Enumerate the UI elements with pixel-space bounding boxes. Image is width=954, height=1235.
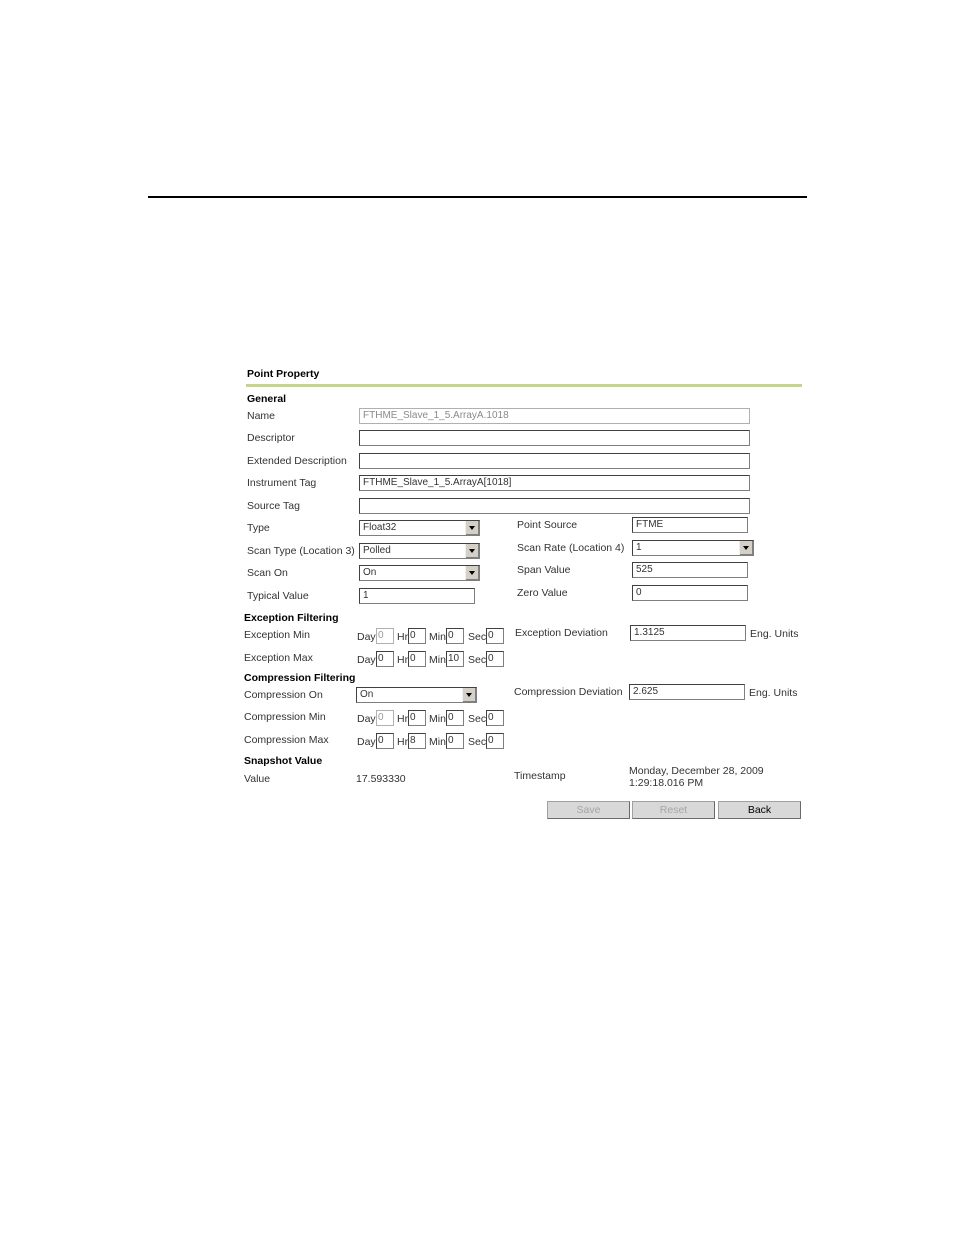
- scan-type-label: Scan Type (Location 3): [247, 545, 355, 557]
- exception-max-label: Exception Max: [244, 652, 313, 664]
- type-label: Type: [247, 522, 270, 534]
- back-button[interactable]: Back: [718, 801, 801, 819]
- compression-units-label: Eng. Units: [749, 687, 798, 699]
- exception-max-min-field[interactable]: 10: [446, 651, 464, 667]
- exception-max-hr-label: Hr: [397, 654, 409, 666]
- exception-max-hr-field[interactable]: 0: [408, 651, 426, 667]
- point-source-field[interactable]: FTME: [632, 517, 748, 533]
- compression-min-min-label: Min: [429, 713, 446, 725]
- compression-max-sec-field[interactable]: 0: [486, 733, 504, 749]
- exception-min-label: Exception Min: [244, 629, 310, 641]
- compression-on-select-value: On: [360, 689, 374, 700]
- compression-on-select[interactable]: [356, 687, 477, 703]
- compression-min-hr-field[interactable]: 0: [408, 710, 426, 726]
- save-button[interactable]: Save: [547, 801, 630, 819]
- compression-max-min-label: Min: [429, 736, 446, 748]
- compression-min-day-field[interactable]: 0: [376, 710, 394, 726]
- compression-max-label: Compression Max: [244, 734, 329, 746]
- descriptor-field[interactable]: [359, 430, 750, 446]
- exception-max-sec-label: Sec: [468, 654, 487, 666]
- exception-max-day-field[interactable]: 0: [376, 651, 394, 667]
- compression-min-hr-label: Hr: [397, 713, 409, 725]
- type-select-value: Float32: [363, 522, 397, 533]
- type-select[interactable]: [359, 520, 480, 536]
- name-field[interactable]: FTHME_Slave_1_5.ArrayA.1018: [359, 408, 750, 424]
- chevron-down-icon[interactable]: [462, 688, 476, 702]
- exception-min-min-field[interactable]: 0: [446, 628, 464, 644]
- compression-max-min-field[interactable]: 0: [446, 733, 464, 749]
- chevron-down-icon[interactable]: [465, 566, 479, 580]
- instrument-tag-field[interactable]: FTHME_Slave_1_5.ArrayA[1018]: [359, 475, 750, 491]
- exception-max-sec-field[interactable]: 0: [486, 651, 504, 667]
- exception-units-label: Eng. Units: [750, 628, 799, 640]
- source-tag-field[interactable]: [359, 498, 750, 514]
- compression-max-hr-label: Hr: [397, 736, 409, 748]
- section-snapshot-header: Snapshot Value: [244, 755, 323, 767]
- title-divider: [246, 384, 802, 387]
- exception-min-sec-label: Sec: [468, 631, 487, 643]
- span-value-field[interactable]: 525: [632, 562, 748, 578]
- reset-button[interactable]: Reset: [632, 801, 715, 819]
- exception-min-sec-field[interactable]: 0: [486, 628, 504, 644]
- timestamp-label: Timestamp: [514, 770, 566, 782]
- page-top-rule: [148, 196, 807, 198]
- section-general-header: General: [247, 393, 287, 405]
- extended-description-label: Extended Description: [247, 455, 347, 467]
- timestamp-date: Monday, December 28, 2009: [629, 765, 764, 777]
- exception-min-hr-label: Hr: [397, 631, 409, 643]
- exception-min-min-label: Min: [429, 631, 446, 643]
- exception-min-day-field[interactable]: 0: [376, 628, 394, 644]
- chevron-down-icon[interactable]: [739, 541, 753, 555]
- compression-max-hr-field[interactable]: 8: [408, 733, 426, 749]
- snapshot-value-label: Value: [244, 773, 271, 785]
- descriptor-label: Descriptor: [247, 432, 295, 444]
- compression-deviation-field[interactable]: 2.625: [629, 684, 745, 700]
- exception-deviation-label: Exception Deviation: [515, 627, 608, 639]
- section-compression-header: Compression Filtering: [244, 672, 356, 684]
- scan-on-select-value: On: [363, 567, 377, 578]
- compression-min-min-field[interactable]: 0: [446, 710, 464, 726]
- exception-min-day-label: Day: [357, 631, 376, 643]
- compression-deviation-label: Compression Deviation: [514, 686, 623, 698]
- snapshot-value: 17.593330: [356, 773, 406, 785]
- compression-on-label: Compression On: [244, 689, 323, 701]
- compression-max-day-field[interactable]: 0: [376, 733, 394, 749]
- scan-type-select-value: Polled: [363, 545, 391, 556]
- typical-value-label: Typical Value: [247, 590, 309, 602]
- point-source-label: Point Source: [517, 519, 578, 531]
- exception-max-day-label: Day: [357, 654, 376, 666]
- exception-max-min-label: Min: [429, 654, 446, 666]
- compression-min-day-label: Day: [357, 713, 376, 725]
- compression-min-sec-label: Sec: [468, 713, 487, 725]
- zero-value-field[interactable]: 0: [632, 585, 748, 601]
- chevron-down-icon[interactable]: [465, 521, 479, 535]
- panel-title: Point Property: [247, 368, 320, 380]
- section-exception-header: Exception Filtering: [244, 612, 339, 624]
- name-label: Name: [247, 410, 276, 422]
- chevron-down-icon[interactable]: [465, 544, 479, 558]
- source-tag-label: Source Tag: [247, 500, 300, 512]
- exception-min-hr-field[interactable]: 0: [408, 628, 426, 644]
- scan-type-select[interactable]: [359, 543, 480, 559]
- scan-on-select[interactable]: [359, 565, 480, 581]
- typical-value-field[interactable]: 1: [359, 588, 475, 604]
- scan-rate-select[interactable]: [632, 540, 754, 556]
- instrument-tag-label: Instrument Tag: [247, 477, 317, 489]
- timestamp-time: 1:29:18.016 PM: [629, 777, 704, 789]
- scan-rate-select-value: 1: [636, 542, 642, 553]
- compression-max-day-label: Day: [357, 736, 376, 748]
- compression-min-label: Compression Min: [244, 711, 326, 723]
- exception-deviation-field[interactable]: 1.3125: [630, 625, 746, 641]
- span-value-label: Span Value: [517, 564, 571, 576]
- scan-on-label: Scan On: [247, 567, 288, 579]
- extended-description-field[interactable]: [359, 453, 750, 469]
- scan-rate-label: Scan Rate (Location 4): [517, 542, 625, 554]
- compression-max-sec-label: Sec: [468, 736, 487, 748]
- compression-min-sec-field[interactable]: 0: [486, 710, 504, 726]
- zero-value-label: Zero Value: [517, 587, 568, 599]
